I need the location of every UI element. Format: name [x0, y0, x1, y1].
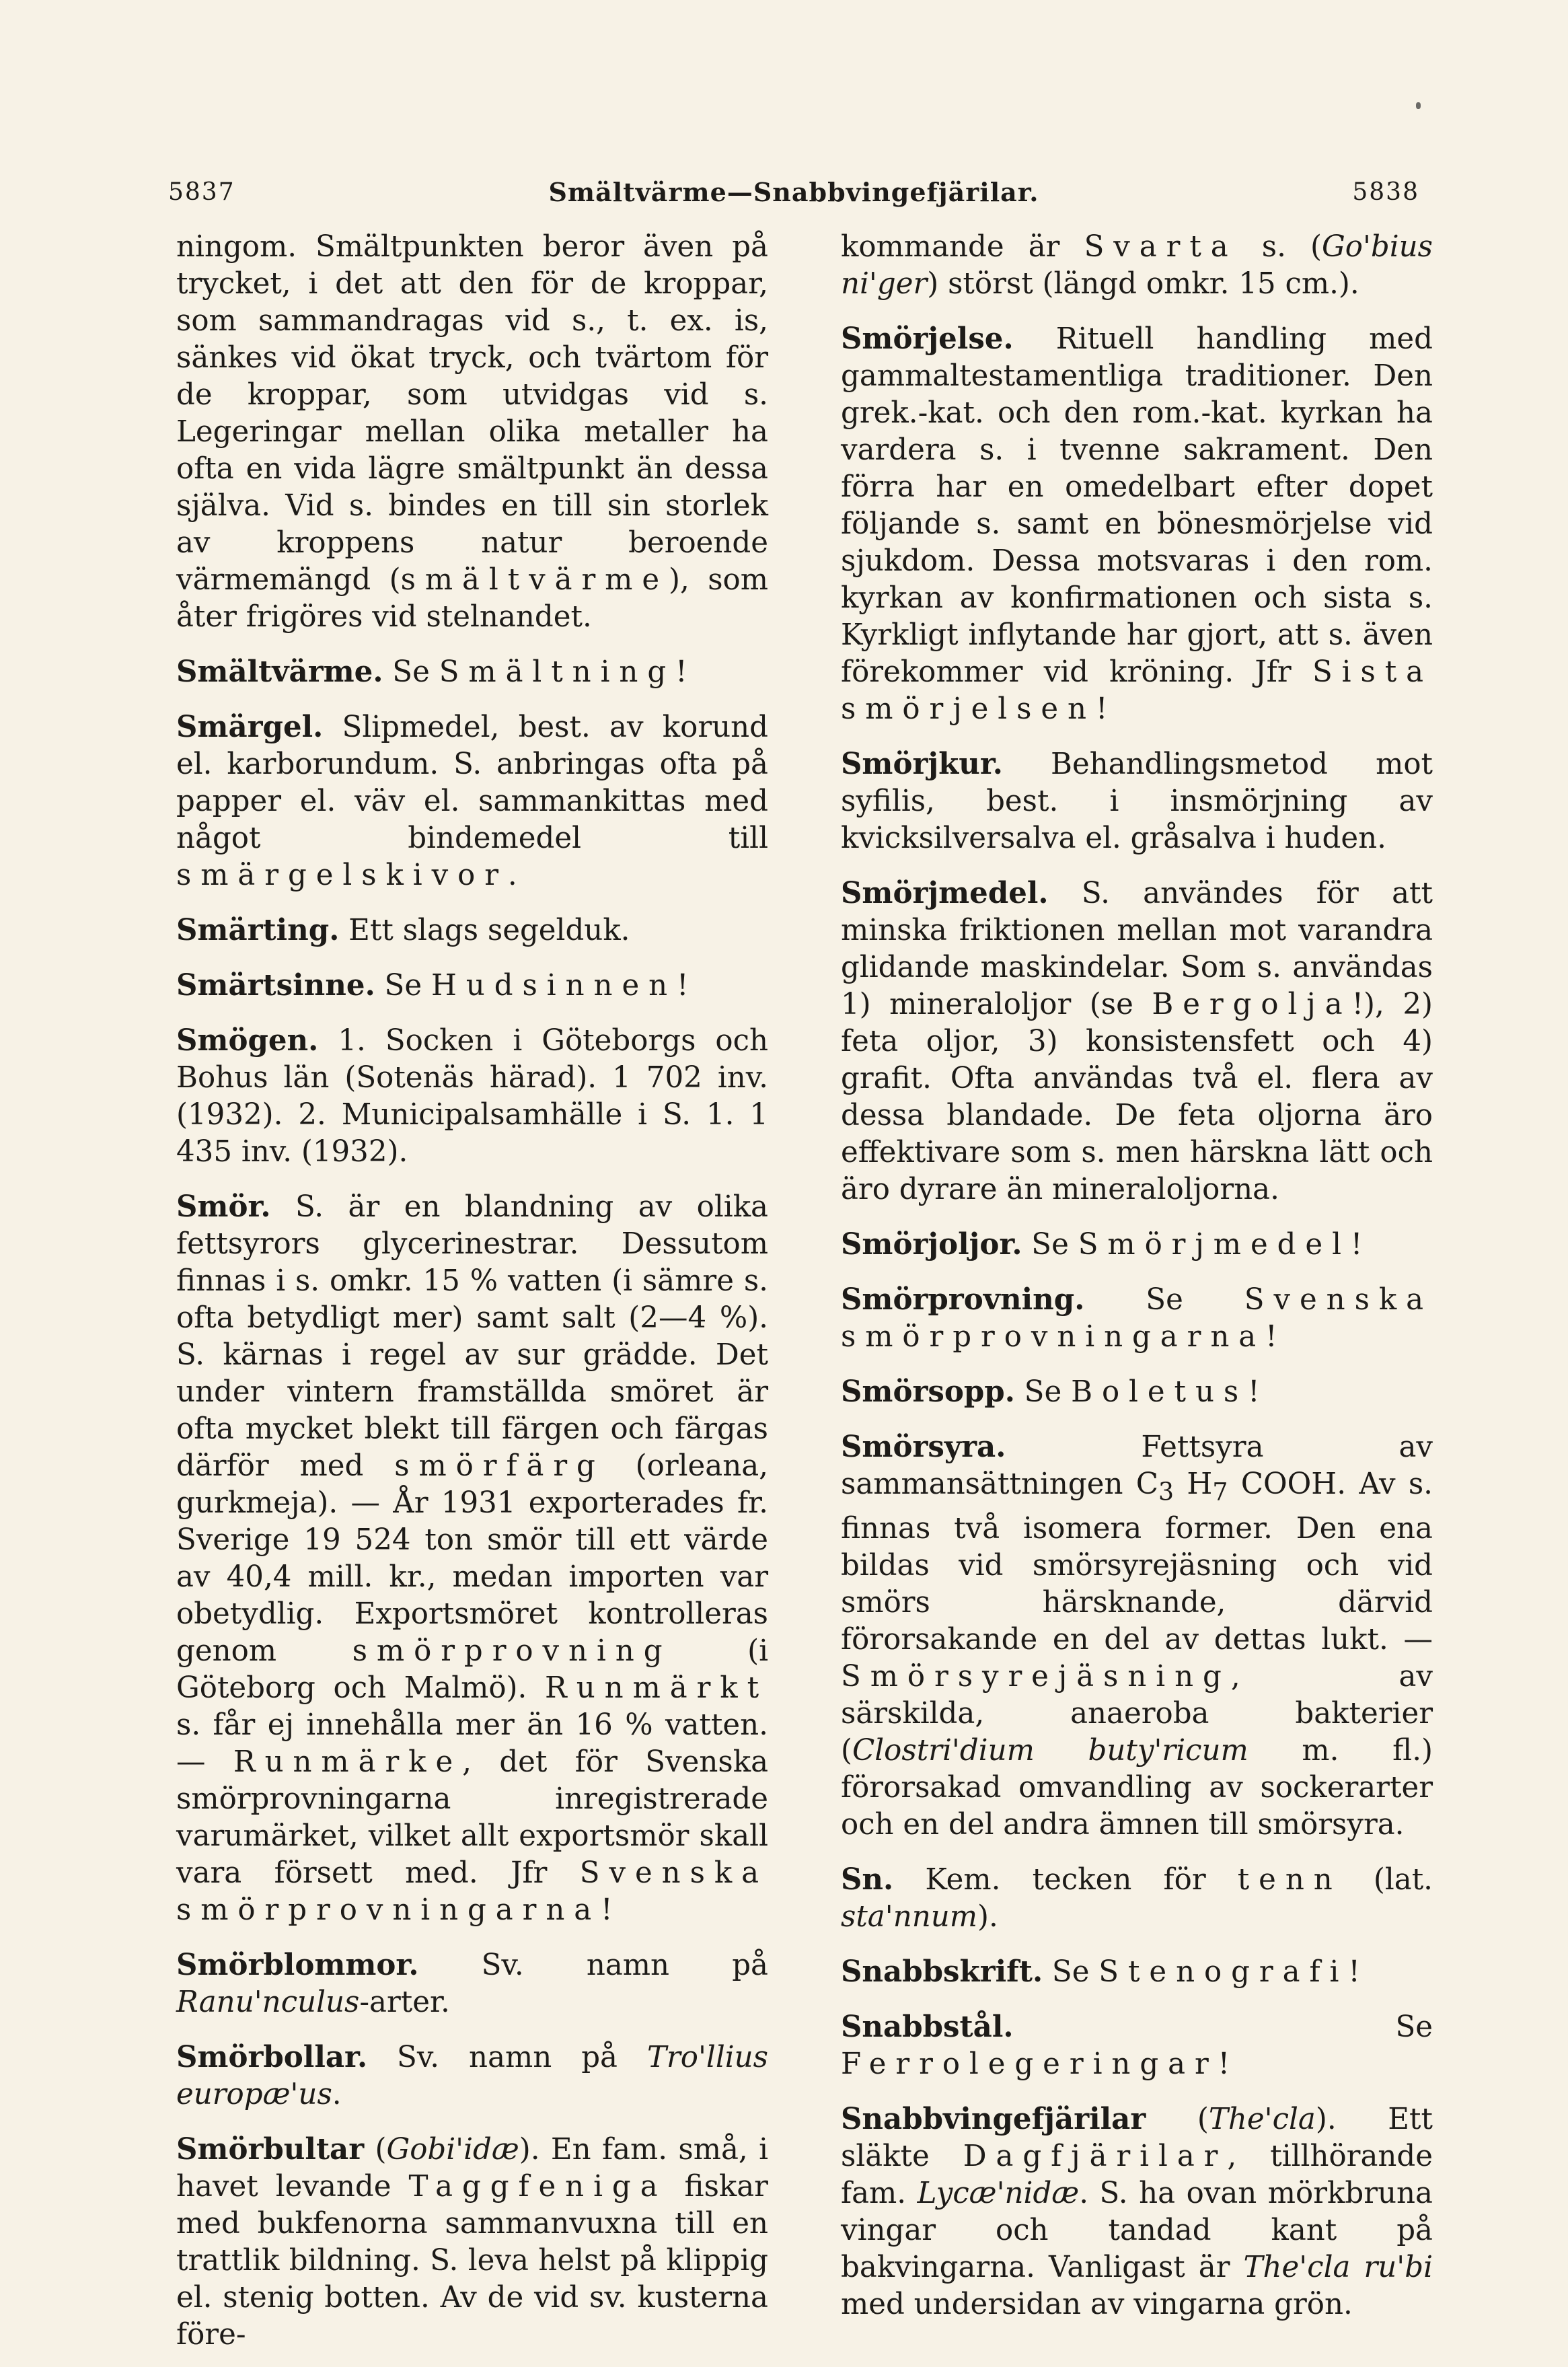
- headword: Smörprovning.: [841, 1282, 1085, 1317]
- ink-speck: [1416, 102, 1421, 109]
- entry-smorjelse: Smörjelse. Rituell handling med gammaltestamentliga traditioner. Den grek.-kat. och den rom.-kat. kyrkan ha vardera s. i tvenne sakrament. Den förra har en omedelbart efter dopet följande s. samt en bönesmörjelse vid sjukdom. Dessa motsvaras i den rom. kyrkan av konfirmationen och sista s. Kyrkligt inflytande har gjort, att s. även förekommer vid kröning. Jfr Sista smörjelsen!: [841, 322, 1433, 726]
- entry-smargel: Smärgel. Slipmedel, best. av korund el. karborundum. S. anbringas ofta på papper el. väv el. sammankittas med något bindemedel till smärgelskivor.: [176, 710, 768, 892]
- headword: Sn.: [841, 1862, 894, 1897]
- headword: Smörbultar: [176, 2132, 365, 2166]
- headword: Smältvärme.: [176, 655, 383, 689]
- headword: Smörjoljor.: [841, 1227, 1022, 1262]
- headword: Smörsopp.: [841, 1375, 1015, 1409]
- headword: Smärgel.: [176, 710, 324, 744]
- running-header: [168, 172, 1419, 212]
- entry-smorblommor: Smörblommor. Sv. namn på Ranu'nculus-arter.: [176, 1948, 768, 2019]
- headword: Smärting.: [176, 913, 340, 947]
- entry-smarting: Smärting. Ett slags segelduk.: [176, 913, 630, 947]
- entry-sn: Sn. Kem. tecken för tenn (lat. sta'nnum).: [841, 1862, 1433, 1934]
- entry-smaltvarme: Smältvärme. Se Smältning!: [176, 655, 687, 689]
- entry-snabbskrift: Snabbskrift. Se Stenografi!: [841, 1954, 1360, 1989]
- headword: Smörjkur.: [841, 747, 1003, 781]
- entry-smartsinne: Smärtsinne. Se Hudsinnen!: [176, 968, 689, 1003]
- headword: Smörjelse.: [841, 322, 1014, 356]
- entry-smorjkur: Smörjkur. Behandlingsmetod mot syfilis, best. i insmörjning av kvicksilversalva el. gråsalva i huden.: [841, 747, 1433, 855]
- right-column: [841, 229, 1433, 2337]
- entry-smorbollar: Smörbollar. Sv. namn på Tro'llius europæ'us.: [176, 2040, 768, 2111]
- running-title: Smältvärme—Snabbvingefjärilar.: [548, 176, 1039, 207]
- headword: Smögen.: [176, 1023, 319, 1058]
- headword: Snabbstål.: [841, 2009, 1014, 2044]
- entry-snabbstal: Snabbstål. Se Ferrolegeringar!: [841, 2009, 1433, 2081]
- entry-continuation: kommande är Svarta s. (Go'bius ni'ger) störst (längd omkr. 15 cm.).: [841, 230, 1433, 301]
- entry-smorjmedel: Smörjmedel. S. användes för att minska friktionen mellan mot varandra glidande maskindelar. Som s. användas 1) mineraloljor (se Bergolja!), 2) feta oljor, 3) konsistensfett och 4) grafit. Ofta användas två el. flera av dessa blandade. De feta oljorna äro effektivare som s. men härskna lätt och äro dyrare än mineraloljorna.: [841, 876, 1433, 1206]
- entry-continuation: ningom. Smältpunkten beror även på trycket, i det att den för de kroppar, som sammandragas vid s., t. ex. is, sänkes vid ökat tryck, och tvärtom för de kroppar, som utvidgas vid s. Legeringar mellan olika metaller ha ofta en vida lägre smältpunkt än dessa själva. Vid s. bindes en till sin storlek av kroppens natur beroende värmemängd (smältvärme), som åter frigöres vid stelnandet.: [176, 230, 768, 634]
- entry-smorsyra: Smörsyra. Fettsyra av sammansättningen $C_3$ $H_7$ COOH. Av s. finnas två isomera former. Den ena bildas vid smörsyrejäsning och vid smörs härsknande, därvid förorsakande en del av dettas lukt. — Smörsyrejäsning, av särskilda, anaeroba bakterier (Clostri'dium buty'ricum m. fl.) förorsakad omvandling av sockerarter och en del andra ämnen till smörsyra.: [841, 1430, 1433, 1842]
- headword: Smärtsinne.: [176, 968, 375, 1003]
- entry-smorprovning: Smörprovning. Se Svenska smörprovningarna!: [841, 1282, 1433, 1354]
- entry-smorsopp: Smörsopp. Se Boletus!: [841, 1375, 1260, 1409]
- headword: Smörblommor.: [176, 1948, 419, 1982]
- headword: Smörsyra.: [841, 1430, 1006, 1464]
- headword: Smör.: [176, 1190, 271, 1224]
- headword: Snabbskrift.: [841, 1954, 1043, 1989]
- headword: Snabbvingefjärilar: [841, 2101, 1146, 2136]
- headword: Smörbollar.: [176, 2040, 368, 2074]
- entry-smorbultar: Smörbultar (Gobi'idæ). En fam. små, i havet levande Taggfeniga fiskar med bukfenorna sammanvuxna till en trattlik bildning. S. leva helst på klippig el. stenig botten. Av de vid sv. kusterna före-: [176, 2132, 768, 2352]
- right-page-number: 5838: [1352, 178, 1419, 206]
- entry-smor: Smör. S. är en blandning av olika fettsyrors glycerinestrar. Dessutom finnas i s. omkr. 15 % vatten (i sämre s. ofta betydligt mer) samt salt (2—4 %). S. kärnas i regel av sur grädde. Det under vintern framställda smöret är ofta mycket blekt till färgen och färgas därför med smörfärg (orleana, gurkmeja). — År 1931 exporterades fr. Sverige 19 524 ton smör till ett värde av 40,4 mill. kr., medan importen var obetydlig. Exportsmöret kontrolleras genom smörprovning (i Göteborg och Malmö). Runmärkt s. får ej innehålla mer än 16 % vatten. — Runmärke, det för Svenska smörprovningarna inregistrerade varumärket, vilket allt exportsmör skall vara försett med. Jfr Svenska smörprovningarna!: [176, 1190, 769, 1927]
- entry-snabbvingefjarilar: Snabbvingefjärilar (The'cla). Ett släkte Dagfjärilar, tillhörande fam. Lycæ'nidæ. S. ha ovan mörkbruna vingar och tandad kant på bakvingarna. Vanligast är The'cla ru'bi med undersidan av vingarna grön.: [841, 2101, 1433, 2321]
- entry-smorjoljor: Smörjoljor. Se Smörjmedel!: [841, 1227, 1363, 1262]
- left-page-number: 5837: [168, 178, 235, 206]
- headword: Smörjmedel.: [841, 876, 1049, 910]
- left-column: [176, 229, 768, 2367]
- entry-smogen: Smögen. 1. Socken i Göteborgs och Bohus län (Sotenäs härad). 1 702 inv. (1932). 2. Municipalsamhälle i S. 1. 1 435 inv. (1932).: [176, 1023, 768, 1169]
